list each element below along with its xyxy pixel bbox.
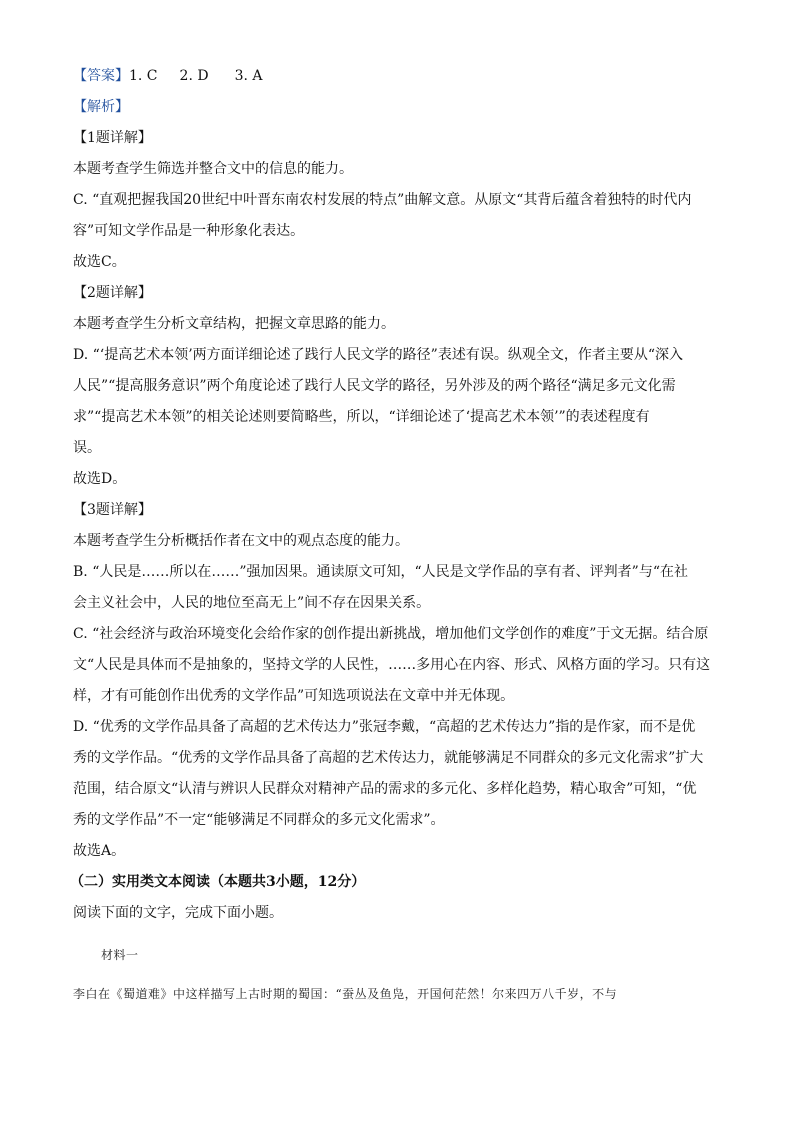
answer-item-1: 1. C bbox=[129, 68, 158, 84]
q3-line-7: D. “优秀的文学作品具备了高超的艺术传达力”张冠李戴，“高超的艺术传达力”指的是作家，而不是优 bbox=[73, 719, 696, 735]
answer-item-3: 3. A bbox=[234, 68, 263, 84]
q3-heading: 【3题详解】 bbox=[73, 502, 152, 518]
q3-line-8: 秀的文学作品。“优秀的文学作品具备了高超的艺术传达力，就能够满足不同群众的多元文化需求”扩大 bbox=[73, 750, 704, 766]
q2-heading: 【2题详解】 bbox=[73, 285, 152, 301]
q3-line-11: 故选A。 bbox=[73, 843, 126, 859]
section-instruction: 阅读下面的文字，完成下面小题。 bbox=[73, 905, 283, 921]
q3-line-3: 会主义社会中，人民的地位至高无上”间不存在因果关系。 bbox=[73, 595, 431, 611]
answer-item-2: 2. D bbox=[179, 68, 209, 84]
q3-line-9: 范围，结合原文“认清与辨识人民群众对精神产品的需求的多元化、多样化趋势，精心取舍”可知，“优 bbox=[73, 781, 697, 797]
q1-line-2: C. “直观把握我国20世纪中叶晋东南农村发展的特点”曲解文意。从原文“其背后蕴含着独特的时代内 bbox=[73, 192, 692, 208]
section-title: （二）实用类文本阅读（本题共3小题，12分） bbox=[70, 874, 366, 890]
q3-line-4: C. “社会经济与政治环境变化会给作家的创作提出新挑战，增加他们文学创作的难度”于文无据。结合原 bbox=[73, 626, 709, 642]
q2-line-1: 本题考查学生分析文章结构，把握文章思路的能力。 bbox=[73, 316, 395, 332]
q2-line-4: 求”“提高艺术本领”的相关论述则要简略些，所以，“详细论述了‘提高艺术本领’”的表述程度有 bbox=[73, 409, 650, 425]
q3-line-2: B. “人民是……所以在……”强加因果。通读原文可知，“人民是文学作品的享有者、评判者”与“在社 bbox=[73, 564, 688, 580]
material-label: 材料一 bbox=[101, 948, 139, 962]
q2-line-5: 误。 bbox=[73, 440, 101, 456]
analysis-label: 【解析】 bbox=[73, 99, 129, 115]
q2-line-6: 故选D。 bbox=[73, 471, 127, 487]
q3-line-6: 样，才有可能创作出优秀的文学作品”可知选项说法在文章中并无体现。 bbox=[73, 688, 515, 704]
answer-line bbox=[73, 66, 289, 86]
answer-label: 【答案】 bbox=[73, 68, 129, 84]
q3-line-10: 秀的文学作品”不一定“能够满足不同群众的多元文化需求”。 bbox=[73, 812, 445, 828]
q3-line-1: 本题考查学生分析概括作者在文中的观点态度的能力。 bbox=[73, 533, 409, 549]
q1-heading: 【1题详解】 bbox=[73, 130, 152, 146]
q1-line-1: 本题考查学生筛选并整合文中的信息的能力。 bbox=[73, 161, 353, 177]
material-text: 李白在《蜀道难》中这样描写上古时期的蜀国：“蚕丛及鱼凫，开国何茫然！尔来四万八千岁，不与 bbox=[73, 987, 618, 1001]
q1-line-3: 容”可知文学作品是一种形象化表达。 bbox=[73, 223, 305, 239]
q2-line-2: D. “‘提高艺术本领’两方面详细论述了践行人民文学的路径”表述有误。纵观全文，作者主要从“深入 bbox=[73, 347, 683, 363]
q1-line-4: 故选C。 bbox=[73, 254, 126, 270]
q3-line-5: 文“人民是具体而不是抽象的，坚持文学的人民性，……多用心在内容、形式、风格方面的学习。只有这 bbox=[73, 657, 711, 673]
q2-line-3: 人民”“提高服务意识”两个角度论述了践行人民文学的路径，另外涉及的两个路径“满足多元文化需 bbox=[73, 378, 676, 394]
